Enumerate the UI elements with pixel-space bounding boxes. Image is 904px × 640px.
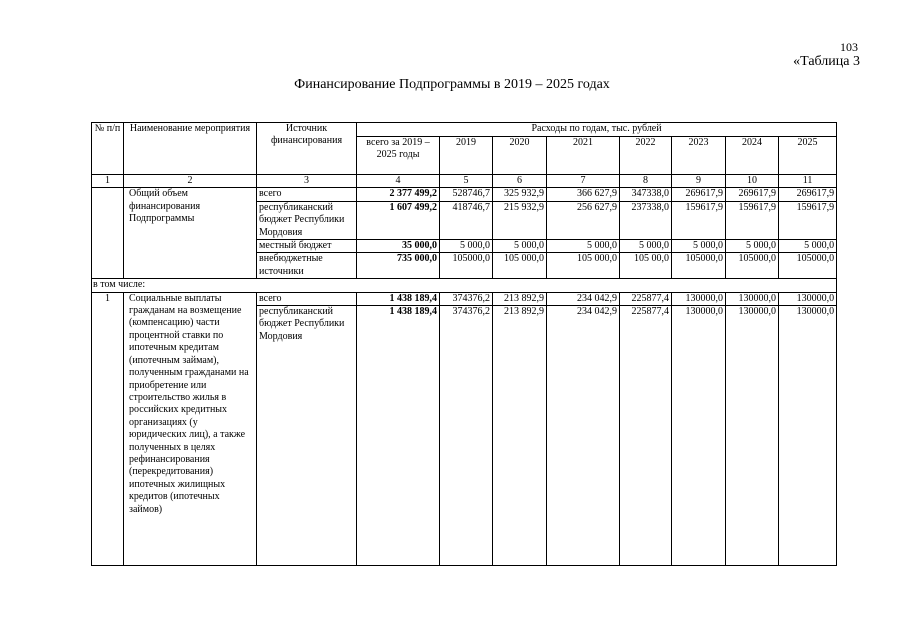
source-cell: внебюджетные источники xyxy=(257,253,357,279)
column-number: 9 xyxy=(672,175,726,188)
column-number: 7 xyxy=(547,175,620,188)
value-cell: 159617,9 xyxy=(726,201,779,239)
value-cell: 237338,0 xyxy=(620,201,672,239)
value-cell: 130000,0 xyxy=(726,292,779,305)
value-cell: 528746,7 xyxy=(440,188,493,201)
value-cell: 256 627,9 xyxy=(547,201,620,239)
header-year: 2024 xyxy=(726,137,779,175)
header-year: 2019 xyxy=(440,137,493,175)
header-year: 2020 xyxy=(493,137,547,175)
value-cell: 347338,0 xyxy=(620,188,672,201)
total-cell: 1 438 189,4 xyxy=(357,306,440,566)
header-num: № п/п xyxy=(92,123,124,175)
item-num: 1 xyxy=(92,292,124,565)
page-number: 103 xyxy=(840,40,858,54)
value-cell: 105000,0 xyxy=(672,253,726,279)
value-cell: 5 000,0 xyxy=(726,240,779,253)
value-cell: 215 932,9 xyxy=(493,201,547,239)
header-expenses: Расходы по годам, тыс. рублей xyxy=(357,123,837,137)
header-source: Источник финансирования xyxy=(257,123,357,175)
column-number: 10 xyxy=(726,175,779,188)
document-title: Финансирование Подпрограммы в 2019 – 2025 годах xyxy=(294,77,610,92)
header-year: 2023 xyxy=(672,137,726,175)
value-cell: 5 000,0 xyxy=(779,240,837,253)
total-cell: 1 438 189,4 xyxy=(357,292,440,305)
source-cell: республиканский бюджет Республики Мордовия xyxy=(257,201,357,239)
source-cell: местный бюджет xyxy=(257,240,357,253)
value-cell: 130000,0 xyxy=(779,292,837,305)
value-cell: 374376,2 xyxy=(440,292,493,305)
overall-name: Общий объем финансирования Подпрограммы xyxy=(124,188,257,279)
total-cell: 35 000,0 xyxy=(357,240,440,253)
source-cell: всего xyxy=(257,188,357,201)
value-cell: 159617,9 xyxy=(779,201,837,239)
value-cell: 5 000,0 xyxy=(620,240,672,253)
value-cell: 130000,0 xyxy=(779,306,837,566)
column-number: 2 xyxy=(124,175,257,188)
value-cell: 130000,0 xyxy=(672,292,726,305)
value-cell: 418746,7 xyxy=(440,201,493,239)
value-cell: 159617,9 xyxy=(672,201,726,239)
column-numbers-row xyxy=(92,175,837,188)
header-name: Наименование мероприятия xyxy=(124,123,257,175)
value-cell: 5 000,0 xyxy=(493,240,547,253)
header-year: 2021 xyxy=(547,137,620,175)
value-cell: 5 000,0 xyxy=(547,240,620,253)
value-cell: 130000,0 xyxy=(726,306,779,566)
including-row xyxy=(92,279,837,292)
header-year: 2025 xyxy=(779,137,837,175)
source-cell: республиканский бюджет Республики Мордовия xyxy=(257,306,357,566)
value-cell: 105000,0 xyxy=(726,253,779,279)
value-cell: 269617,9 xyxy=(726,188,779,201)
value-cell: 105 000,0 xyxy=(547,253,620,279)
value-cell: 5 000,0 xyxy=(672,240,726,253)
column-number: 3 xyxy=(257,175,357,188)
column-number: 4 xyxy=(357,175,440,188)
value-cell: 234 042,9 xyxy=(547,292,620,305)
value-cell: 105 00,0 xyxy=(620,253,672,279)
header-year: 2022 xyxy=(620,137,672,175)
value-cell: 269617,9 xyxy=(779,188,837,201)
value-cell: 225877,4 xyxy=(620,306,672,566)
value-cell: 213 892,9 xyxy=(493,306,547,566)
total-cell: 735 000,0 xyxy=(357,253,440,279)
total-cell: 1 607 499,2 xyxy=(357,201,440,239)
table-row xyxy=(92,188,837,201)
value-cell: 234 042,9 xyxy=(547,306,620,566)
column-number: 11 xyxy=(779,175,837,188)
table-label: «Таблица 3 xyxy=(793,54,860,69)
value-cell: 130000,0 xyxy=(672,306,726,566)
value-cell: 366 627,9 xyxy=(547,188,620,201)
total-cell: 2 377 499,2 xyxy=(357,188,440,201)
column-number: 5 xyxy=(440,175,493,188)
value-cell: 105000,0 xyxy=(440,253,493,279)
item-name: Социальные выплаты гражданам на возмещение (компенсацию) части процентной ставки по ипотечным кредитам (ипотечным займам), полученным гражданами на приобретение или строительство жилья в российских кредитных организациях (у юридических лиц), а также полученных в целях рефинансирования (перекредитования) ипотечных жилищных кредитов (ипотечных займов) xyxy=(124,292,257,565)
source-cell: всего xyxy=(257,292,357,305)
column-number: 6 xyxy=(493,175,547,188)
value-cell: 374376,2 xyxy=(440,306,493,566)
financing-table xyxy=(91,122,837,566)
column-number: 8 xyxy=(620,175,672,188)
value-cell: 213 892,9 xyxy=(493,292,547,305)
value-cell: 5 000,0 xyxy=(440,240,493,253)
column-number: 1 xyxy=(92,175,124,188)
overall-num-cell xyxy=(92,188,124,279)
value-cell: 325 932,9 xyxy=(493,188,547,201)
including-label: в том числе: xyxy=(92,279,837,292)
table-row xyxy=(92,292,837,305)
value-cell: 225877,4 xyxy=(620,292,672,305)
value-cell: 105000,0 xyxy=(779,253,837,279)
header-row-1 xyxy=(92,123,837,137)
header-total: всего за 2019 – 2025 годы xyxy=(357,137,440,175)
value-cell: 105 000,0 xyxy=(493,253,547,279)
value-cell: 269617,9 xyxy=(672,188,726,201)
